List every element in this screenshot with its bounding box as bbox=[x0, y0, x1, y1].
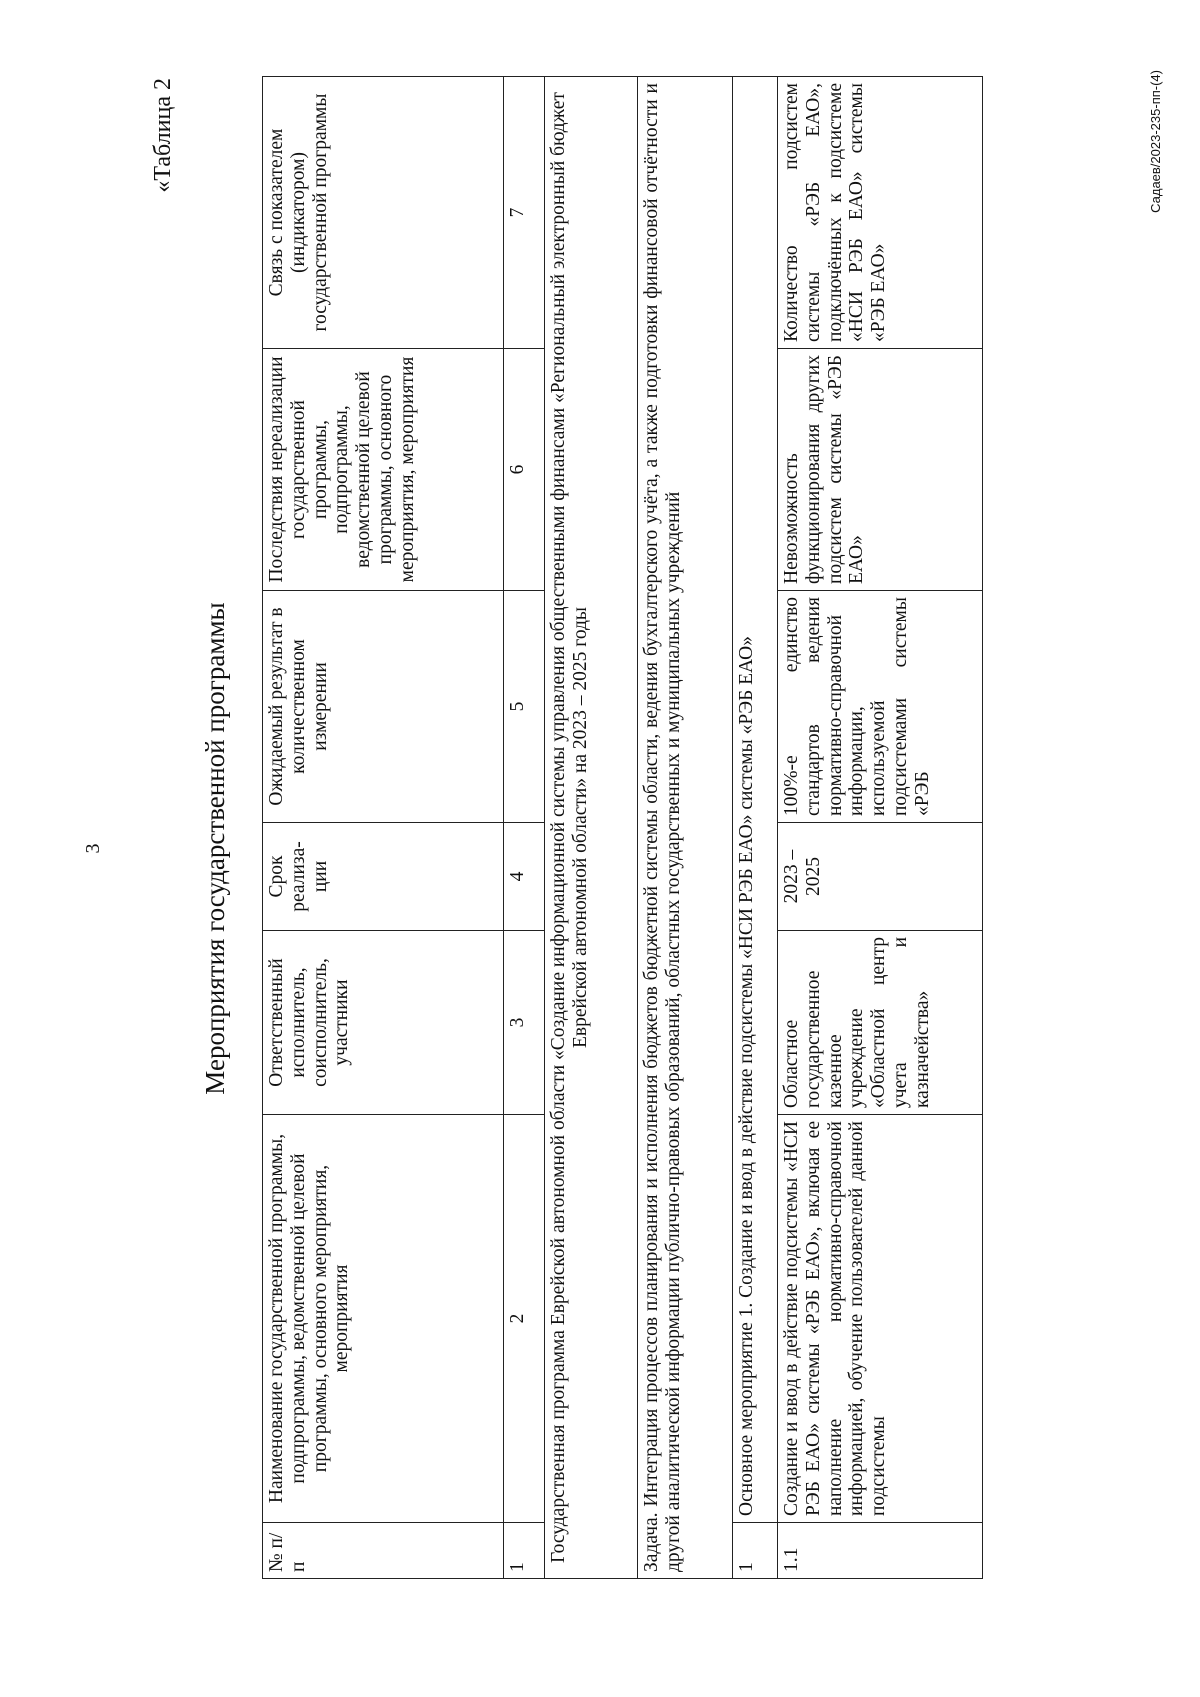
column-number: 4 bbox=[504, 823, 545, 931]
header-cell: № п/п bbox=[263, 1523, 504, 1579]
column-number: 5 bbox=[504, 591, 545, 823]
row-period: 2023 – 2025 bbox=[778, 823, 983, 931]
footer-code: Садаев/2023-235-пп-(4) bbox=[1148, 70, 1163, 213]
table-header-row bbox=[263, 77, 504, 1579]
main-activity-number: 1 bbox=[733, 1523, 778, 1579]
row-indicator: Количество подсистем системы «РЭБ ЕАО», подключённых к подсистеме «НСИ РЭБ ЕАО» системы «РЭБ ЕАО» bbox=[778, 77, 983, 349]
table-row bbox=[778, 77, 983, 1579]
header-cell: Наименование государственной программы, подпрограммы, ведомственной целевой программы, основного мероприятия, мероприятия bbox=[263, 1115, 504, 1523]
page-number: 3 bbox=[82, 843, 104, 854]
row-consequences: Невозможность функционирования других подсистем системы «РЭБ ЕАО» bbox=[778, 349, 983, 591]
row-result: 100%-е единство стандартов ведения нормативно-справочной информации, используемой подсистемами системы «РЭБ bbox=[778, 591, 983, 823]
row-name: Создание и ввод в действие подсистемы «НСИ РЭБ ЕАО» системы «РЭБ ЕАО», включая ее наполнение нормативно-справочной информацией, обучение пользователей данной подсистемы bbox=[778, 1115, 983, 1523]
column-number-row bbox=[504, 77, 545, 1579]
main-activity-row bbox=[733, 77, 778, 1579]
header-cell: Ожидаемый результат в количественном измерении bbox=[263, 591, 504, 823]
activities-table bbox=[262, 76, 983, 1579]
column-number: 3 bbox=[504, 931, 545, 1115]
row-executor: Областное государственное казенное учреждение «Областной центр учета и казначейства» bbox=[778, 931, 983, 1115]
header-cell: Связь с показателем (индикатором) государственной программы bbox=[263, 77, 504, 349]
page-title: Мероприятия государственной программы bbox=[200, 602, 230, 1095]
task-row bbox=[638, 77, 733, 1579]
program-title-row bbox=[545, 77, 638, 1579]
task-text: Задача. Интеграция процессов планирования и исполнения бюджетов бюджетной системы области, ведения бухгалтерского учёта, а также подготовки финансовой отчётности и другой аналитической информации публично-правовых образований, областных государственных и муниципальных учреждений bbox=[638, 77, 733, 1579]
header-cell: Последствия нереализации государственной программы, подпрограммы, ведомственной целевой программы, основного мероприятия, мероприятия bbox=[263, 349, 504, 591]
program-title: Государственная программа Еврейской автономной области «Создание информационной системы управления общественными финансами «Региональный электронный бюджет Еврейской автономной области» на 2023 – 2025 годы bbox=[545, 77, 638, 1579]
row-number: 1.1 bbox=[778, 1523, 983, 1579]
column-number: 7 bbox=[504, 77, 545, 349]
table-label: «Таблица 2 bbox=[150, 78, 176, 193]
column-number: 6 bbox=[504, 349, 545, 591]
header-cell: Ответственный исполнитель, соисполнитель, участники bbox=[263, 931, 504, 1115]
header-cell: Срок реализа-ции bbox=[263, 823, 504, 931]
column-number: 2 bbox=[504, 1115, 545, 1523]
column-number: 1 bbox=[504, 1523, 545, 1579]
main-activity-text: Основное мероприятие 1. Создание и ввод в действие подсистемы «НСИ РЭБ ЕАО» системы «РЭБ ЕАО» bbox=[733, 77, 778, 1523]
